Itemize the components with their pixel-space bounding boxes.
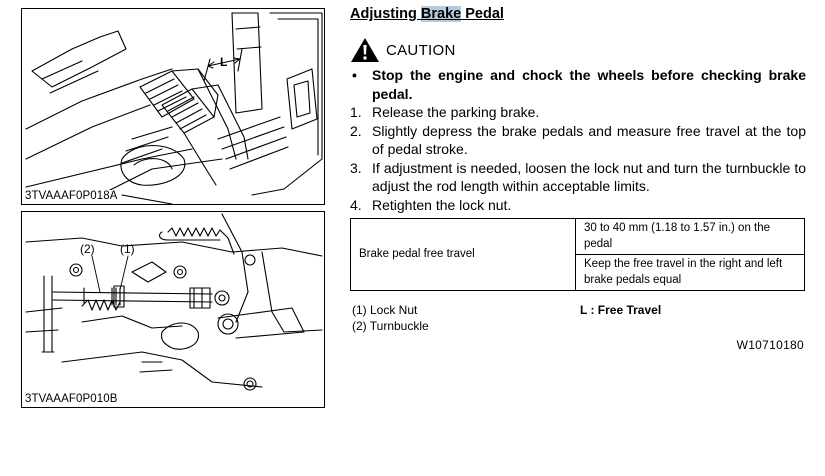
callout-turnbuckle: (2) [80,242,95,256]
step-text: Release the parking brake. [372,104,540,120]
title-text-after: Pedal [461,6,504,22]
caution-bullet [352,66,806,104]
brake-linkage-illustration [22,212,324,407]
title-text-before: Adjusting [350,6,421,22]
legend-item-turnbuckle: (2) Turnbuckle [352,318,429,333]
brake-linkage-figure [21,211,325,408]
figure-legend [352,303,429,334]
document-code: W10710180 [736,338,804,352]
step-number: 2. [350,122,362,139]
legend-item-lock-nut: (1) Lock Nut [352,303,418,317]
table-row [351,219,805,255]
figure-caption: 3TVAAAF0P010B [25,393,118,405]
step-text: If adjustment is needed, loosen the lock nut and turn the turnbuckle to adjust the rod length within acceptable limits. [372,159,806,194]
caution-label: CAUTION [386,41,456,59]
dimension-label-l: L [220,55,228,69]
list-item [350,122,806,159]
title-highlight: Brake [420,6,462,22]
list-item [350,196,806,215]
list-item [350,103,806,122]
bullet-dot-icon: • [352,67,357,83]
step-number: 1. [350,104,362,120]
step-number: 4. [350,196,362,213]
section-title [350,6,504,22]
list-item [350,159,806,196]
spec-item-cell: Brake pedal free travel [351,219,576,291]
step-text: Retighten the lock nut. [372,196,512,213]
step-number: 3. [350,159,362,176]
procedure-steps [350,103,806,214]
figure-caption: 3TVAAAF0P018A [25,190,118,202]
caution-header [350,37,456,63]
brake-pedal-illustration [22,9,324,204]
step-text: Slightly depress the brake pedals and measure free travel at the top of pedal stroke. [372,122,806,157]
brake-pedal-figure [21,8,325,205]
spec-table [350,218,805,291]
spec-value-cell: Keep the free travel in the right and left brake pedals equal [576,255,805,291]
legend-item-free-travel: L : Free Travel [580,303,662,317]
caution-bullet-text: Stop the engine and chock the wheels before checking brake pedal. [372,67,806,102]
warning-triangle-icon [350,37,380,63]
spec-value-cell: 30 to 40 mm (1.18 to 1.57 in.) on the pedal [576,219,805,255]
callout-lock-nut: (1) [120,242,135,256]
